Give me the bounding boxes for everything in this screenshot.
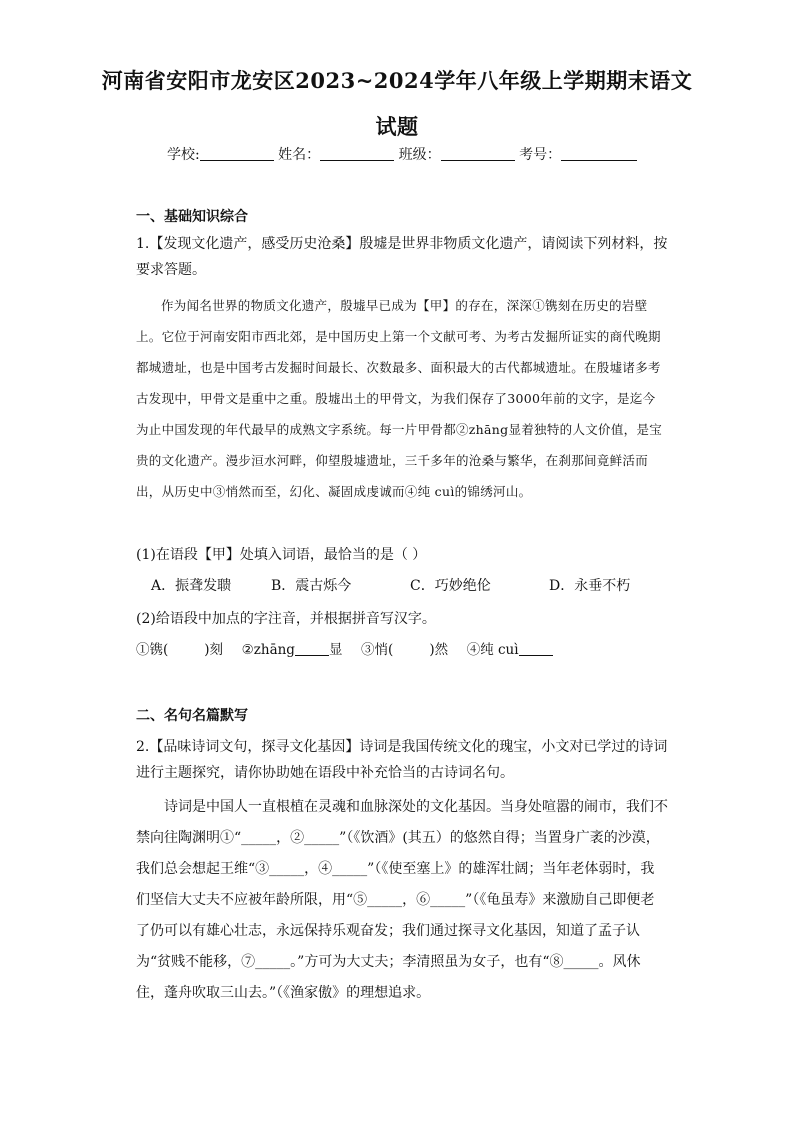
name-label: 姓名： bbox=[278, 147, 321, 163]
answer-item-3-tail: )然 bbox=[429, 642, 449, 658]
answer-row bbox=[136, 638, 553, 658]
section-heading-2: 二、名句名篇默写 bbox=[136, 708, 248, 724]
school-label: 学校: bbox=[167, 147, 200, 163]
class-blank[interactable] bbox=[441, 146, 515, 161]
answer-item-4: ④纯 cuì bbox=[466, 642, 519, 658]
option-a[interactable]: A．振聋发聩 bbox=[151, 578, 232, 594]
poetry-passage: 诗词是中国人一直根植在灵魂和血脉深处的文化基因。当身处喧嚣的闹市，我们不禁向往陶渊明①“_____，②_____”（《饮酒》(其五）的悠然自得；当置身广袤的沙漠，我们总会想起王维“③_____，④_____”（《使至塞上》的雄浑壮阔；当年老体弱时，我们坚信大丈夫不应被年龄所限，用“⑤_____，⑥_____”（《龟虽寿》来激励自己即便老了仍可以有雄心壮志，永远保持乐观奋发；我们通过探寻文化基因，知道了孟子认为“贫贱不能移，⑦_____。”方可为大丈夫；李清照虽为女子，也有“⑧_____。风休住，蓬舟吹取三山去。”（《渔家傲》的理想追求。 bbox=[136, 799, 668, 1001]
option-c[interactable]: C．巧妙绝伦 bbox=[410, 578, 491, 594]
section-heading: 一、基础知识综合 bbox=[136, 209, 248, 225]
option-b[interactable]: B．震古烁今 bbox=[271, 578, 352, 594]
answer-item-3: ③悄( bbox=[361, 642, 394, 658]
answer-item-1-tail: )刻 bbox=[204, 642, 224, 658]
answer-blank-2[interactable] bbox=[295, 641, 329, 656]
sub-question-2: (2)给语段中加点的字注音，并根据拼音写汉字。 bbox=[136, 611, 436, 627]
sub-question-1: (1)在语段【甲】处填入词语，最恰当的是（ ） bbox=[136, 547, 427, 563]
page-title-line2: 试题 bbox=[375, 114, 419, 139]
reading-passage: 作为闻名世界的物质文化遗产，殷墟早已成为【甲】的存在，深深①镌刻在历史的岩壁上。它位于河南安阳市西北郊，是中国历史上第一个文献可考、为考古发掘所证实的商代晚期都城遗址，也是中国考古发掘时间最长、次数最多、面积最大的古代都城遗址。在殷墟诸多考古发现中，甲骨文是重中之重。殷墟出土的甲骨文，为我们保存了3000年前的文字，是迄今为止中国发现的年代最早的成熟文字系统。每一片甲骨都②zhāng显着独特的人文价值，是宝贵的文化遗产。漫步洹水河畔，仰望殷墟遗址，三千多年的沧桑与繁华，在刹那间竟鲜活而出，从历史中③悄然而至，幻化、凝固成虔诚而④纯 cuì的锦绣河山。 bbox=[136, 298, 663, 499]
student-info-row bbox=[167, 144, 637, 164]
exam-no-blank[interactable] bbox=[561, 146, 637, 161]
answer-item-1: ①镌( bbox=[136, 642, 169, 658]
answer-item-2: ②zhāng bbox=[241, 642, 295, 658]
page-title: 河南省安阳市龙安区2023~2024学年八年级上学期期末语文 bbox=[101, 68, 693, 93]
answer-blank-4[interactable] bbox=[519, 641, 553, 656]
school-blank[interactable] bbox=[200, 146, 274, 161]
answer-item-2-tail: 显 bbox=[328, 642, 343, 658]
option-d[interactable]: D．永垂不朽 bbox=[549, 578, 631, 594]
name-blank[interactable] bbox=[320, 146, 394, 161]
question-2: 2.【品味诗词文句，探寻文化基因】诗词是我国传统文化的瑰宝，小文对已学过的诗词进行主题探究，请你协助她在语段中补充恰当的古诗词名句。 bbox=[136, 739, 668, 781]
class-label: 班级： bbox=[398, 147, 441, 163]
exam-no-label: 考号： bbox=[519, 147, 562, 163]
question-1: 1.【发现文化遗产，感受历史沧桑】殷墟是世界非物质文化遗产，请阅读下列材料，按要求答题。 bbox=[136, 236, 668, 278]
